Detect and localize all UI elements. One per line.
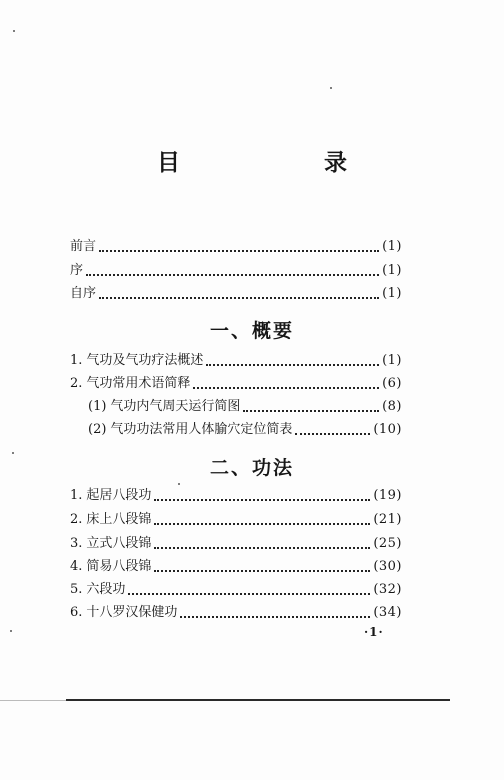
dot-leader [154, 547, 370, 549]
dot-leader [193, 387, 379, 389]
dot-leader [295, 433, 370, 435]
entry-page: (19) [373, 488, 402, 503]
entry-number: 3. [70, 536, 83, 551]
section-heading-methods: 二、功法 [209, 457, 294, 479]
entry-page: (1) [382, 353, 402, 368]
toc-subentry[interactable] [88, 421, 402, 439]
entry-page: (32) [373, 582, 402, 597]
toc-entry[interactable] [70, 511, 402, 529]
entry-label: 床上八段锦 [86, 512, 152, 527]
entry-label: 前言 [70, 239, 97, 254]
toc-entry[interactable] [70, 487, 402, 505]
entry-number: 1. [70, 353, 83, 368]
entry-page: (1) [382, 286, 402, 301]
entry-label: 起居八段功 [86, 488, 152, 503]
entry-number: 5. [70, 582, 83, 597]
entry-label: 六段功 [86, 582, 126, 597]
entry-label: 气功及气功疗法概述 [86, 353, 204, 368]
toc-entry[interactable] [70, 535, 402, 553]
dot-leader [154, 499, 370, 501]
entry-number: 6. [70, 605, 83, 620]
dot-leader [86, 274, 379, 276]
entry-page: (21) [373, 512, 402, 527]
page-number: ·1· [364, 625, 384, 639]
dot-leader [243, 410, 379, 412]
dot-leader [154, 523, 370, 525]
toc-entry[interactable] [70, 558, 402, 576]
entry-label: 简易八段锦 [86, 559, 152, 574]
entry-page: (34) [373, 605, 402, 620]
section-heading-overview: 一、概要 [209, 320, 294, 342]
toc-entry[interactable] [70, 375, 402, 393]
entry-page: (25) [373, 536, 402, 551]
entry-page: (1) [382, 239, 402, 254]
scan-speck [330, 87, 332, 89]
page-title: 目 录 [156, 150, 415, 176]
toc-entry-foreword[interactable] [70, 262, 402, 280]
entry-page: (1) [382, 263, 402, 278]
entry-number: 2. [70, 512, 83, 527]
dot-leader [154, 570, 370, 572]
entry-page: (8) [382, 399, 402, 414]
toc-entry-preface[interactable] [70, 238, 402, 256]
dot-leader [99, 250, 379, 252]
entry-page: (6) [382, 376, 402, 391]
entry-label: 自序 [70, 286, 97, 301]
scan-speck [178, 483, 180, 485]
toc-entry[interactable] [70, 604, 402, 622]
dot-leader [128, 593, 370, 595]
bottom-rule [66, 699, 450, 701]
entry-number: 2. [70, 376, 83, 391]
toc-subentry[interactable] [88, 398, 402, 416]
dot-leader [206, 364, 379, 366]
dot-leader [99, 297, 379, 299]
scan-speck [13, 30, 15, 32]
scan-speck [12, 452, 14, 454]
toc-entry[interactable] [70, 581, 402, 599]
dot-leader [180, 616, 370, 618]
scan-speck [10, 630, 12, 632]
entry-number: (1) [88, 399, 107, 414]
entry-number: 1. [70, 488, 83, 503]
entry-label: 气功内气周天运行简图 [110, 399, 241, 414]
toc-entry-author-preface[interactable] [70, 285, 402, 303]
entry-label: 气功功法常用人体腧穴定位简表 [110, 422, 293, 437]
entry-label: 立式八段锦 [86, 536, 152, 551]
entry-page: (10) [373, 422, 402, 437]
entry-number: (2) [88, 422, 107, 437]
entry-number: 4. [70, 559, 83, 574]
toc-entry[interactable] [70, 352, 402, 370]
bottom-rule-faint [0, 700, 66, 701]
entry-page: (30) [373, 559, 402, 574]
entry-label: 十八罗汉保健功 [86, 605, 178, 620]
entry-label: 序 [70, 263, 84, 278]
entry-label: 气功常用术语简释 [86, 376, 191, 391]
